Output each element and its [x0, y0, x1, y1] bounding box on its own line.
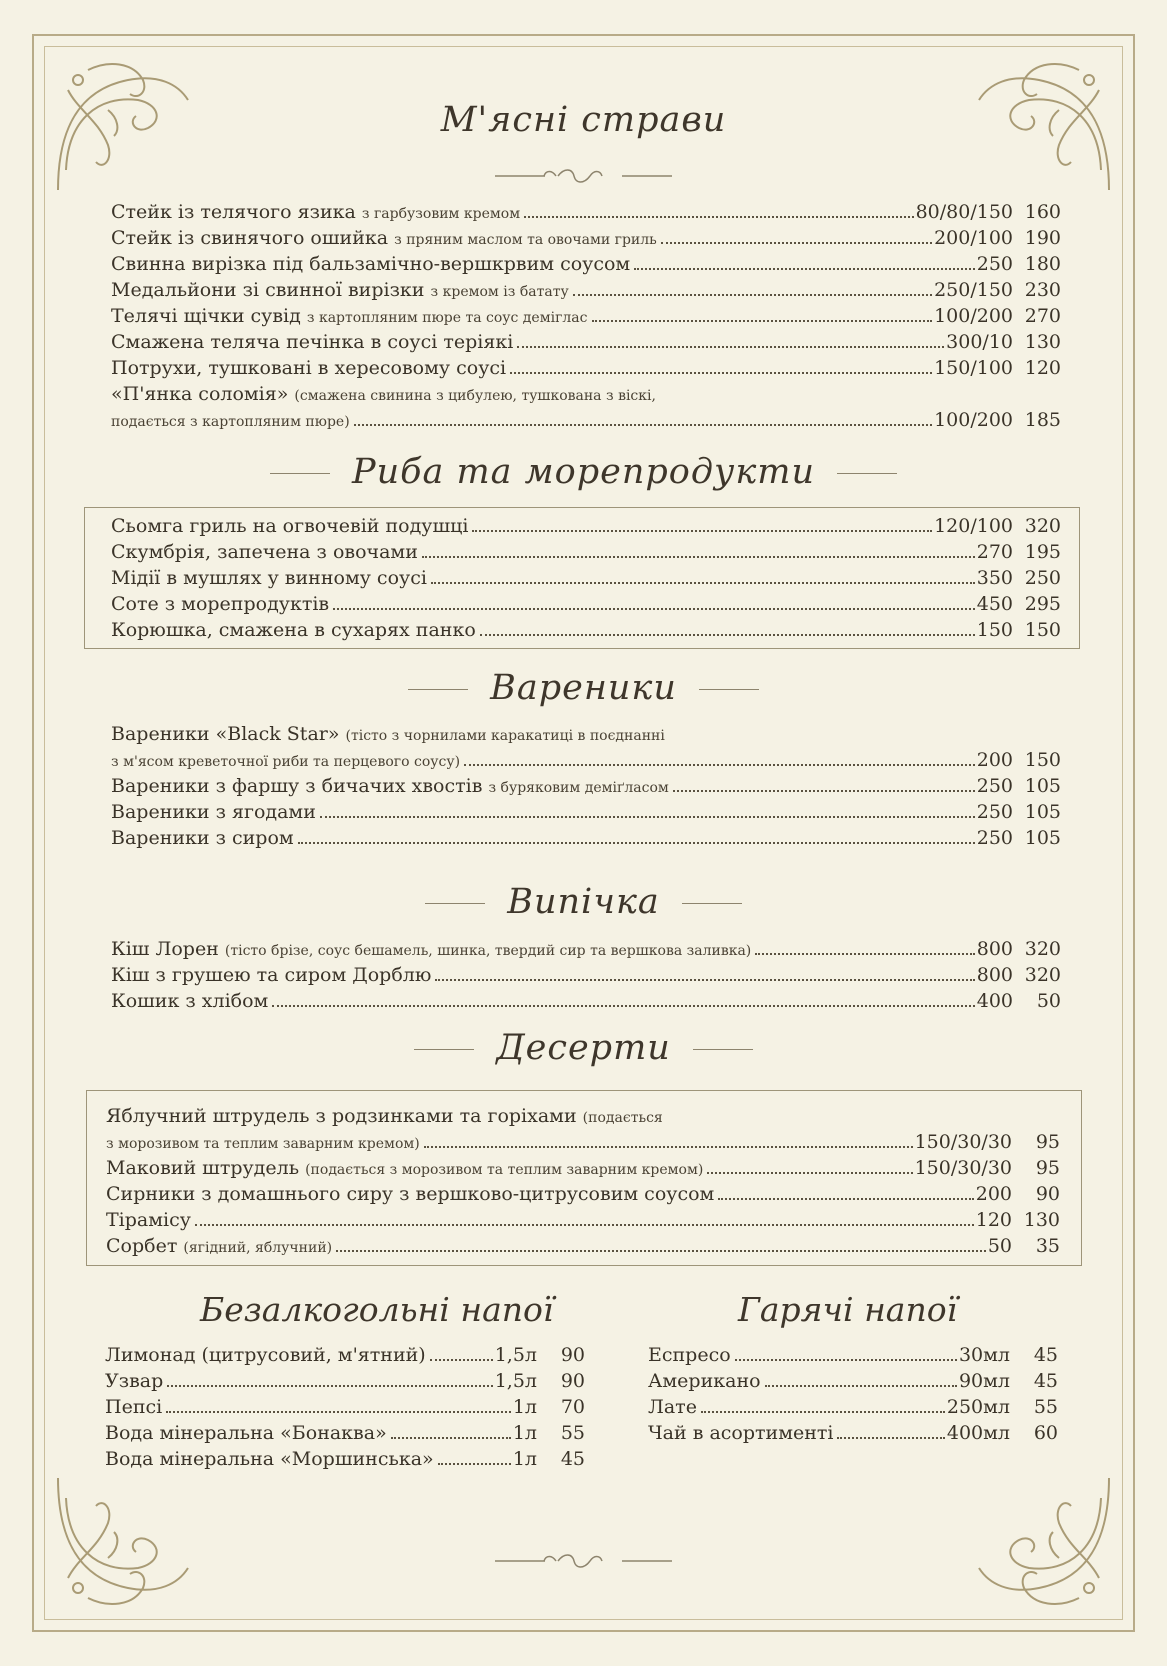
- dot-leader: [424, 1146, 913, 1148]
- item-weight: 800: [976, 938, 1013, 960]
- menu-item: [111, 566, 1061, 590]
- drink-item: [648, 1369, 1058, 1393]
- menu-item: [111, 200, 1061, 226]
- item-weight: 100/200: [934, 409, 1013, 431]
- dot-leader: [272, 1005, 974, 1007]
- item-name: Тірамісу: [106, 1209, 191, 1231]
- item-price: 95: [1035, 1157, 1060, 1179]
- item-price: 70: [560, 1396, 585, 1418]
- drink-item: [105, 1447, 585, 1471]
- item-name: Вареники з фаршу з бичачих хвостів: [111, 775, 483, 797]
- dot-leader: [354, 424, 932, 426]
- menu-item: [111, 226, 1061, 252]
- section-title-text: Десерти: [496, 1028, 671, 1068]
- dot-leader: [837, 1437, 944, 1439]
- item-volume: 1,5л: [494, 1370, 537, 1392]
- dot-leader: [718, 1198, 973, 1200]
- item-name: Пепсі: [105, 1396, 163, 1418]
- item-name: Узвар: [105, 1370, 164, 1392]
- dot-leader: [298, 842, 975, 844]
- section-title-text: М'ясні страви: [440, 100, 727, 140]
- item-name: Чай в асортименті: [648, 1422, 834, 1444]
- item-weight: 50: [987, 1235, 1012, 1257]
- dot-leader: [480, 634, 975, 636]
- dot-leader: [673, 790, 975, 792]
- item-name: Соте з морепродуктів: [111, 593, 330, 615]
- item-price: 120: [1024, 357, 1061, 379]
- corner-flourish-icon: [48, 1468, 198, 1618]
- item-weight: 150/100: [934, 357, 1013, 379]
- item-price: 35: [1035, 1235, 1060, 1257]
- item-volume: 1,5л: [494, 1344, 537, 1366]
- item-weight: 150/30/30: [914, 1131, 1012, 1153]
- item-price: 295: [1024, 593, 1061, 615]
- item-volume: 1л: [512, 1422, 537, 1444]
- dot-leader: [167, 1385, 492, 1387]
- item-weight: 350: [976, 567, 1013, 589]
- item-weight: 450: [976, 593, 1013, 615]
- dot-leader: [701, 1411, 945, 1413]
- item-price: 55: [1033, 1396, 1058, 1418]
- menu-item: [111, 382, 1061, 408]
- dot-leader: [592, 320, 933, 322]
- item-price: 250: [1024, 567, 1061, 589]
- item-name: Кіш з грушею та сиром Дорблю: [111, 964, 432, 986]
- item-weight: 400: [976, 990, 1013, 1012]
- dot-leader: [320, 816, 975, 818]
- heading-rule: [699, 689, 759, 690]
- item-name: Корюшка, смажена в сухарях панко: [111, 619, 476, 641]
- menu-item: [111, 592, 1061, 616]
- item-price: 130: [1024, 331, 1061, 353]
- item-price: 90: [1035, 1183, 1060, 1205]
- dot-leader: [735, 1359, 957, 1361]
- heading-rule: [682, 903, 742, 904]
- menu-item: [106, 1104, 1060, 1130]
- item-note: з морозивом та теплим заварним кремом): [106, 1136, 420, 1152]
- item-note: (тісто з чорнилами каракатиці в поєднанні: [345, 728, 665, 744]
- corner-flourish-icon: [969, 1468, 1119, 1618]
- dot-leader: [472, 530, 932, 532]
- menu-item: [111, 540, 1061, 564]
- item-price: 180: [1024, 253, 1061, 275]
- item-name: Вареники «Black Star»: [111, 723, 340, 745]
- dot-leader: [430, 1359, 493, 1361]
- section-title-text: Вареники: [490, 668, 677, 708]
- drink-item: [105, 1343, 585, 1367]
- menu-item: [111, 356, 1061, 380]
- section-title-pastry: [0, 882, 1167, 922]
- item-weight: 120: [975, 1209, 1012, 1231]
- section-title-desserts: [0, 1028, 1167, 1068]
- item-weight: 120/100: [934, 515, 1013, 537]
- item-weight: 250/150: [934, 279, 1013, 301]
- drink-item: [648, 1395, 1058, 1419]
- menu-item: [111, 514, 1061, 538]
- dot-leader: [333, 608, 975, 610]
- menu-item: [106, 1182, 1060, 1206]
- divider-ornament-icon: [0, 166, 1167, 186]
- item-name: Кіш Лорен: [111, 938, 219, 960]
- item-note: (тісто брізе, соус бешамель, шинка, твердий сир та вершкова заливка): [224, 943, 752, 959]
- item-name: Сирники з домашнього сиру з вершково-цитрусовим соусом: [106, 1183, 715, 1205]
- item-volume: 400мл: [946, 1422, 1010, 1444]
- dot-leader: [661, 242, 932, 244]
- item-weight: 200: [976, 749, 1013, 771]
- item-note: (подається з морозивом та теплим заварним кремом): [305, 1162, 704, 1178]
- item-name: Медальйони зі свинної вирізки: [111, 279, 425, 301]
- item-name: Яблучний штрудель з родзинками та горіхами: [106, 1105, 577, 1127]
- item-note: з гарбузовим кремом: [361, 206, 521, 222]
- menu-item-continuation: [111, 408, 1061, 434]
- item-price: 320: [1024, 938, 1061, 960]
- item-name: Смажена теляча печінка в соусі теріякі: [111, 331, 514, 353]
- item-volume: 250мл: [946, 1396, 1010, 1418]
- dot-leader: [435, 979, 974, 981]
- item-name: Стейк із телячого язика: [111, 201, 356, 223]
- dot-leader: [573, 294, 932, 296]
- dot-leader: [166, 1411, 511, 1413]
- item-note: з буряковим деміґласом: [488, 780, 669, 796]
- menu-item: [106, 1208, 1060, 1232]
- item-weight: 200/100: [934, 227, 1013, 249]
- item-weight: 200: [975, 1183, 1012, 1205]
- item-weight: 300/10: [946, 331, 1013, 353]
- menu-item-continuation: [106, 1130, 1060, 1156]
- item-price: 195: [1024, 541, 1061, 563]
- drink-item: [105, 1369, 585, 1393]
- item-name: Сорбет: [106, 1235, 178, 1257]
- item-price: 45: [1033, 1344, 1058, 1366]
- item-volume: 1л: [512, 1396, 537, 1418]
- dot-leader: [634, 268, 975, 270]
- item-price: 105: [1024, 775, 1061, 797]
- menu-item: [111, 330, 1061, 354]
- menu-item: [111, 989, 1061, 1013]
- item-name: Сьомга гриль на огвочевій подушці: [111, 515, 469, 537]
- dot-leader: [422, 556, 975, 558]
- item-name: Потрухи, тушковані в хересовому соусі: [111, 357, 507, 379]
- item-price: 185: [1024, 409, 1061, 431]
- dot-leader: [524, 216, 914, 218]
- item-price: 90: [560, 1344, 585, 1366]
- menu-item: [111, 618, 1061, 642]
- menu-item: [111, 963, 1061, 987]
- item-name: Лате: [648, 1396, 697, 1418]
- section-title-meat: [0, 100, 1167, 140]
- item-name: Скумбрія, запечена з овочами: [111, 541, 418, 563]
- item-price: 105: [1024, 827, 1061, 849]
- menu-item: [111, 800, 1061, 824]
- item-price: 270: [1024, 305, 1061, 327]
- item-price: 150: [1024, 749, 1061, 771]
- item-price: 320: [1024, 964, 1061, 986]
- menu-item: [111, 278, 1061, 304]
- dot-leader: [195, 1224, 974, 1226]
- drink-item: [648, 1421, 1058, 1445]
- item-price: 190: [1024, 227, 1061, 249]
- item-name: Стейк із свинячого ошийка: [111, 227, 389, 249]
- item-name: Кошик з хлібом: [111, 990, 269, 1012]
- item-volume: 90мл: [958, 1370, 1010, 1392]
- item-price: 90: [560, 1370, 585, 1392]
- item-name: «П'янка соломія»: [111, 383, 289, 405]
- item-name: Мідії в мушлях у винному соусі: [111, 567, 427, 589]
- section-title-varenyky: [0, 668, 1167, 708]
- dot-leader: [510, 372, 932, 374]
- section-title-hot-drinks: Гарячі напої: [738, 1290, 958, 1329]
- item-price: 160: [1024, 201, 1061, 223]
- item-price: 45: [1033, 1370, 1058, 1392]
- section-title-text: Риба та морепродукти: [352, 452, 815, 492]
- item-note: з кремом із батату: [430, 284, 569, 300]
- item-name: Телячі щічки сувід: [111, 305, 301, 327]
- item-weight: 150: [976, 619, 1013, 641]
- item-name: Еспресо: [648, 1344, 731, 1366]
- menu-item: [111, 252, 1061, 276]
- item-name: Лимонад (цитрусовий, м'ятний): [105, 1344, 426, 1366]
- item-weight: 250: [976, 827, 1013, 849]
- item-price: 95: [1035, 1131, 1060, 1153]
- divider-ornament-icon: [0, 1551, 1167, 1571]
- item-weight: 250: [976, 253, 1013, 275]
- item-note: з пряним маслом та овочами гриль: [394, 232, 657, 248]
- item-weight: 150/30/30: [914, 1157, 1012, 1179]
- section-title-fish: [0, 452, 1167, 492]
- menu-item-continuation: [111, 748, 1061, 774]
- item-volume: 1л: [512, 1448, 537, 1470]
- menu-item: [111, 774, 1061, 800]
- dot-leader: [707, 1172, 912, 1174]
- menu-item: [111, 937, 1061, 963]
- item-price: 45: [560, 1448, 585, 1470]
- menu-item: [111, 826, 1061, 850]
- heading-rule: [408, 689, 468, 690]
- dot-leader: [438, 1463, 511, 1465]
- item-name: Вареники з сиром: [111, 827, 294, 849]
- drink-item: [105, 1421, 585, 1445]
- item-name: Вода мінеральна «Моршинська»: [105, 1448, 434, 1470]
- drink-item: [105, 1395, 585, 1419]
- item-note: з картопляним пюре та соус деміглас: [306, 310, 588, 326]
- section-title-text: Випічка: [507, 882, 660, 922]
- heading-rule: [425, 903, 485, 904]
- menu-item: [106, 1234, 1060, 1260]
- item-weight: 80/80/150: [915, 201, 1013, 223]
- menu-item: [106, 1156, 1060, 1182]
- dot-leader: [765, 1385, 957, 1387]
- heading-rule: [693, 1049, 753, 1050]
- dot-leader: [431, 582, 975, 584]
- menu-item: [111, 304, 1061, 330]
- item-price: 150: [1024, 619, 1061, 641]
- item-price: 60: [1033, 1422, 1058, 1444]
- item-note: (подається: [582, 1110, 663, 1126]
- item-note: подається з картопляним пюре): [111, 414, 350, 430]
- heading-rule: [837, 473, 897, 474]
- item-price: 55: [560, 1422, 585, 1444]
- item-weight: 250: [976, 801, 1013, 823]
- item-name: Маковий штрудель: [106, 1157, 300, 1179]
- item-note: (ягідний, яблучний): [183, 1240, 333, 1256]
- item-price: 230: [1024, 279, 1061, 301]
- item-weight: 800: [976, 964, 1013, 986]
- item-weight: 100/200: [934, 305, 1013, 327]
- item-note: з м'ясом креветочної риби та перцевого соусу): [111, 754, 461, 770]
- item-note: (смажена свинина з цибулею, тушкована з віскі,: [294, 388, 656, 404]
- drink-item: [648, 1343, 1058, 1367]
- dot-leader: [391, 1437, 511, 1439]
- dot-leader: [755, 953, 974, 955]
- heading-rule: [414, 1049, 474, 1050]
- item-price: 320: [1024, 515, 1061, 537]
- item-price: 50: [1036, 990, 1061, 1012]
- item-name: Свинна вирізка під бальзамічно-вершкрвим соусом: [111, 253, 631, 275]
- dot-leader: [336, 1250, 986, 1252]
- dot-leader: [517, 346, 944, 348]
- section-title-soft-drinks: Безалкогольні напої: [200, 1290, 554, 1329]
- item-weight: 250: [976, 775, 1013, 797]
- item-weight: 270: [976, 541, 1013, 563]
- item-price: 130: [1023, 1209, 1060, 1231]
- item-name: Вода мінеральна «Бонаква»: [105, 1422, 387, 1444]
- item-price: 105: [1024, 801, 1061, 823]
- dot-leader: [464, 764, 975, 766]
- item-name: Американо: [648, 1370, 761, 1392]
- heading-rule: [270, 473, 330, 474]
- item-name: Вареники з ягодами: [111, 801, 316, 823]
- menu-item: [111, 722, 1061, 748]
- item-volume: 30мл: [958, 1344, 1010, 1366]
